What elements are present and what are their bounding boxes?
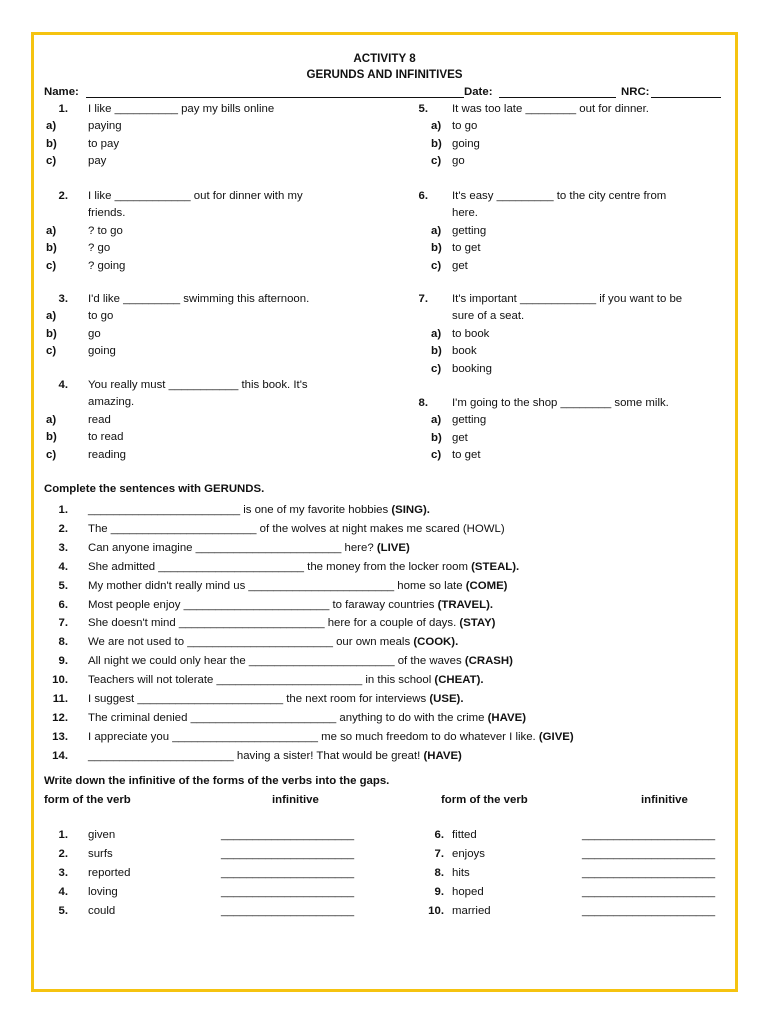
infinitives-heading: Write down the infinitive of the forms of the verbs into the gaps. xyxy=(44,775,390,787)
verb-hint: (GIVE) xyxy=(538,730,574,743)
option-choice[interactable]: booking xyxy=(452,362,492,375)
gerund-sentence[interactable] xyxy=(88,692,464,706)
gerund-item-number: 9. xyxy=(58,655,68,668)
column-header-infinitive: infinitive xyxy=(272,794,319,806)
infinitive-item-number: 6. xyxy=(434,829,444,841)
infinitive-blank[interactable]: _____________________ xyxy=(582,867,716,879)
sentence-fragment: The criminal denied _______________________ anything to do with the crime xyxy=(88,711,488,724)
sentence-fragment: I appreciate you _______________________ me so much freedom to do whatever I like. xyxy=(88,730,539,743)
verb-form: fitted xyxy=(452,829,477,841)
option-letter: a) xyxy=(431,120,442,133)
option-letter: a) xyxy=(46,120,57,133)
option-letter: b) xyxy=(431,137,442,150)
option-choice[interactable]: pay xyxy=(88,155,107,168)
gerund-item-number: 10. xyxy=(52,674,68,687)
option-choice[interactable]: going xyxy=(88,345,116,358)
name-field[interactable] xyxy=(86,97,464,98)
option-letter: c) xyxy=(431,449,442,462)
gerund-sentence[interactable] xyxy=(88,673,484,687)
option-choice[interactable]: book xyxy=(452,345,477,358)
gerunds-heading: Complete the sentences with GERUNDS. xyxy=(44,483,265,495)
infinitive-item-number: 4. xyxy=(58,886,68,898)
verb-hint: (HAVE) xyxy=(423,749,462,762)
gerund-sentence[interactable] xyxy=(88,616,495,630)
infinitive-blank[interactable]: _____________________ xyxy=(221,886,355,898)
sentence-fragment: The _______________________ of the wolves at night makes me scared (HOWL) xyxy=(88,522,505,535)
option-choice[interactable]: go xyxy=(452,155,465,168)
column-header-form: form of the verb xyxy=(441,794,528,806)
option-choice[interactable]: to get xyxy=(452,242,481,255)
sentence-fragment: ________________________ is one of my favorite hobbies xyxy=(88,504,392,516)
gerund-item-number: 4. xyxy=(58,560,68,573)
option-choice[interactable]: get xyxy=(452,259,468,272)
infinitive-item-number: 3. xyxy=(58,867,68,879)
page-title: ACTIVITY 8 xyxy=(353,52,416,65)
sentence-fragment: My mother didn't really mind us _______________________ home so late xyxy=(88,579,466,592)
gerund-item-number: 11. xyxy=(52,693,68,705)
verb-hint: (LIVE) xyxy=(376,541,410,554)
option-choice[interactable]: to go xyxy=(452,120,478,133)
option-letter: b) xyxy=(46,242,57,255)
question-text: sure of a seat. xyxy=(452,310,525,323)
question-number: 6. xyxy=(418,190,428,202)
option-choice[interactable]: to book xyxy=(452,327,490,340)
option-letter: c) xyxy=(431,362,442,375)
gerund-sentence[interactable] xyxy=(88,730,574,744)
option-letter: b) xyxy=(431,345,442,358)
verb-hint: (STAY) xyxy=(459,617,496,630)
option-letter: c) xyxy=(46,448,57,461)
option-choice[interactable]: read xyxy=(88,413,111,426)
verb-hint: (COME) xyxy=(465,579,508,592)
verb-hint: (STEAL). xyxy=(471,560,520,573)
question-number: 8. xyxy=(418,397,428,409)
verb-hint: (HAVE) xyxy=(487,711,526,724)
option-choice[interactable]: get xyxy=(452,431,468,444)
question-text: I'd like _________ swimming this afternoon. xyxy=(88,293,310,305)
question-number: 7. xyxy=(418,293,428,305)
question-text: I like __________ pay my bills online xyxy=(88,103,275,115)
option-choice[interactable]: getting xyxy=(452,414,487,427)
option-letter: a) xyxy=(46,413,57,426)
option-choice[interactable]: going xyxy=(452,137,480,150)
option-letter: a) xyxy=(431,327,442,340)
option-letter: a) xyxy=(46,310,57,323)
question-text: You really must ___________ this book. It's xyxy=(88,379,308,391)
option-letter: b) xyxy=(46,327,57,340)
question-text: friends. xyxy=(88,207,126,220)
gerund-sentence[interactable] xyxy=(88,541,410,555)
infinitive-item-number: 7. xyxy=(434,848,444,860)
infinitive-blank[interactable]: _____________________ xyxy=(582,829,716,841)
option-choice[interactable]: getting xyxy=(452,224,487,237)
question-text: It's easy _________ to the city centre from xyxy=(452,190,667,202)
sentence-fragment: She admitted _______________________ the money from the locker room xyxy=(88,560,472,573)
question-text: It's important ____________ if you want to be xyxy=(452,293,683,305)
gerund-item-number: 5. xyxy=(58,579,68,592)
option-letter: a) xyxy=(431,414,442,427)
option-choice[interactable]: paying xyxy=(88,120,122,133)
infinitive-item-number: 1. xyxy=(58,829,68,841)
gerund-sentence[interactable] xyxy=(88,579,507,593)
option-letter: b) xyxy=(46,137,57,150)
verb-form: enjoys xyxy=(452,848,485,860)
infinitive-blank[interactable]: _____________________ xyxy=(221,905,355,917)
infinitive-item-number: 5. xyxy=(58,905,68,917)
infinitive-item-number: 2. xyxy=(58,848,68,860)
gerund-sentence[interactable] xyxy=(88,560,519,574)
sentence-fragment: All night we could only hear the _______________________ of the waves xyxy=(88,655,465,668)
gerund-sentence[interactable] xyxy=(88,598,493,612)
option-choice[interactable]: ? going xyxy=(88,259,126,272)
option-choice[interactable]: to pay xyxy=(88,137,120,150)
option-choice[interactable]: to read xyxy=(88,431,124,444)
gerund-item-number: 13. xyxy=(52,730,68,743)
option-choice[interactable]: ? to go xyxy=(88,224,123,237)
gerund-sentence[interactable] xyxy=(88,503,430,517)
page-subtitle: GERUNDS AND INFINITIVES xyxy=(306,68,463,81)
gerund-sentence[interactable] xyxy=(88,654,513,668)
sentence-fragment: _______________________ having a sister! That would be great! xyxy=(88,749,424,762)
verb-hint: (CHEAT). xyxy=(434,674,484,687)
date-field[interactable] xyxy=(499,97,616,98)
question-text: I'm going to the shop ________ some milk. xyxy=(452,397,669,409)
option-letter: a) xyxy=(46,224,57,237)
infinitive-blank[interactable]: _____________________ xyxy=(221,867,355,879)
nrc-field[interactable] xyxy=(651,97,721,98)
gerund-sentence[interactable] xyxy=(88,522,505,536)
question-text: amazing. xyxy=(88,396,135,409)
verb-form: given xyxy=(88,829,116,841)
verb-form: reported xyxy=(88,867,131,879)
gerund-item-number: 8. xyxy=(58,636,68,649)
infinitive-blank[interactable]: _____________________ xyxy=(221,848,355,860)
question-number: 2. xyxy=(58,190,68,202)
option-letter: b) xyxy=(46,431,57,444)
option-choice[interactable]: go xyxy=(88,327,101,340)
option-letter: c) xyxy=(46,155,57,168)
worksheet-page xyxy=(31,32,738,992)
question-text: here. xyxy=(452,207,478,220)
option-letter: b) xyxy=(431,431,442,444)
verb-form: hits xyxy=(452,867,470,879)
question-text: I like ____________ out for dinner with my xyxy=(88,190,303,202)
verb-form: loving xyxy=(88,886,118,898)
question-number: 1. xyxy=(58,103,68,115)
infinitive-item-number: 9. xyxy=(434,886,444,898)
verb-hint: (SING). xyxy=(391,504,430,516)
gerund-item-number: 3. xyxy=(58,541,68,554)
question-number: 4. xyxy=(58,379,68,391)
sentence-fragment: I suggest _______________________ the next room for interviews xyxy=(88,693,430,705)
sentence-fragment: Can anyone imagine _______________________ here? xyxy=(88,541,377,554)
verb-hint: (TRAVEL). xyxy=(437,598,494,611)
infinitive-blank[interactable]: _____________________ xyxy=(582,848,716,860)
option-letter: a) xyxy=(431,224,442,237)
verb-form: hoped xyxy=(452,886,484,898)
infinitive-blank[interactable]: _____________________ xyxy=(582,886,716,898)
sentence-fragment: We are not used to _______________________ our own meals xyxy=(88,636,414,649)
column-header-infinitive: infinitive xyxy=(641,794,688,806)
option-letter: b) xyxy=(431,242,442,255)
sentence-fragment: Most people enjoy _______________________ to faraway countries xyxy=(88,598,438,611)
gerund-item-number: 14. xyxy=(52,749,68,762)
option-letter: c) xyxy=(46,259,57,272)
verb-form: could xyxy=(88,905,116,917)
question-number: 5. xyxy=(418,103,428,115)
infinitive-item-number: 8. xyxy=(434,867,444,879)
option-letter: c) xyxy=(431,155,442,168)
verb-form: surfs xyxy=(88,848,113,860)
option-choice[interactable]: ? go xyxy=(88,242,111,255)
option-choice[interactable]: to go xyxy=(88,310,114,323)
verb-form: married xyxy=(452,905,491,917)
verb-hint: (USE). xyxy=(429,693,464,705)
gerund-sentence[interactable] xyxy=(88,711,526,725)
infinitive-blank[interactable]: _____________________ xyxy=(221,829,355,841)
sentence-fragment: Teachers will not tolerate _______________________ in this school xyxy=(88,674,435,687)
gerund-item-number: 7. xyxy=(58,617,68,630)
infinitive-item-number: 10. xyxy=(428,905,444,917)
verb-hint: (COOK). xyxy=(413,636,459,649)
option-choice[interactable]: to get xyxy=(452,449,481,462)
gerund-item-number: 1. xyxy=(58,504,68,516)
gerund-item-number: 6. xyxy=(58,598,68,611)
gerund-item-number: 12. xyxy=(52,711,68,724)
column-header-form: form of the verb xyxy=(44,794,131,806)
option-choice[interactable]: reading xyxy=(88,448,126,461)
date-label: Date: xyxy=(464,86,493,98)
gerund-sentence[interactable] xyxy=(88,635,458,649)
question-number: 3. xyxy=(58,293,68,305)
option-letter: c) xyxy=(431,259,442,272)
gerund-sentence[interactable] xyxy=(88,749,462,763)
name-label: Name: xyxy=(44,86,79,98)
option-letter: c) xyxy=(46,345,57,358)
sentence-fragment: She doesn't mind _______________________ here for a couple of days. xyxy=(88,617,460,630)
gerund-item-number: 2. xyxy=(58,522,68,535)
infinitive-blank[interactable]: _____________________ xyxy=(582,905,716,917)
verb-hint: (CRASH) xyxy=(464,655,513,668)
question-text: It was too late ________ out for dinner. xyxy=(452,103,649,115)
nrc-label: NRC: xyxy=(621,86,650,98)
